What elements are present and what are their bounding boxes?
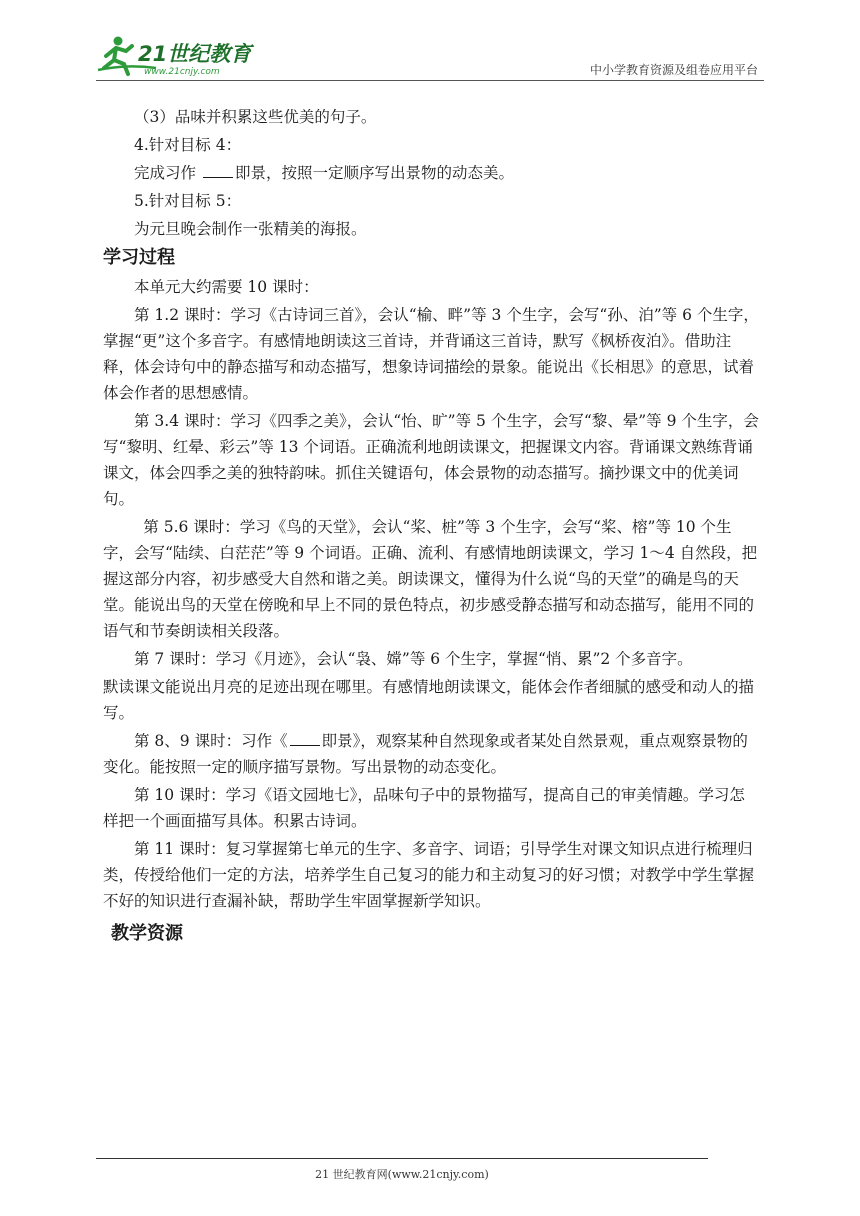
section-heading-process: 学习过程 bbox=[103, 247, 175, 268]
lesson-3-4: 第 3.4 课时：学习《四季之美》，会认“怡、旷”等 5 个生字，会写“黎、晕”等 9 个生字，会写“黎明、红晕、彩云”等 13 个词语。正确流利地朗读课文，把握课文内容。背诵课文熟练背诵课文，体会四季之美的独特韵味。抓住关键语句，体会景物的动态描写。摘抄课文中的优美词句。 bbox=[103, 412, 759, 508]
lesson-7-a: 第 7 课时：学习《月迹》，会认“袅、嫦”等 6 个生字，掌握“悄、累”2 个多音字。 bbox=[134, 650, 693, 668]
lesson-8-9-post: 即景》，观察某种自然现象或者某处自然景观，重点观察景物的变化。能按照一定的顺序描写景物。写出景物的动态变化。 bbox=[103, 732, 748, 776]
goal-4-post: 即景，按照一定顺序写出景物的动态美。 bbox=[234, 164, 514, 182]
fill-blank bbox=[203, 162, 233, 178]
goal-4-pre: 完成习作 bbox=[134, 164, 197, 182]
document-body bbox=[103, 104, 760, 950]
header-divider bbox=[96, 80, 764, 81]
footer-divider bbox=[96, 1158, 708, 1159]
goal-4-title: 4.针对目标 4： bbox=[134, 136, 242, 154]
lesson-8-9 bbox=[103, 728, 760, 780]
page-header bbox=[96, 34, 764, 80]
goal-item-3: （3）品味并积累这些优美的句子。 bbox=[134, 108, 377, 126]
logo-text: 21世纪教育 bbox=[138, 42, 252, 66]
lesson-10: 第 10 课时：学习《语文园地七》，品味句子中的景物描写，提高自己的审美情趣。学习怎样把一个画面描写具体。积累古诗词。 bbox=[103, 786, 745, 830]
goal-5-title: 5.针对目标 5： bbox=[134, 192, 242, 210]
logo-21cnjy-icon bbox=[96, 34, 266, 78]
lesson-1-2: 第 1.2 课时：学习《古诗词三首》，会认“榆、畔”等 3 个生字，会写“孙、泊”等 6 个生字，掌握“更”这个多音字。有感情地朗读这三首诗，并背诵这三首诗，默写《枫桥夜泊》。借助注释，体会诗句中的静态描写和动态描写，想象诗词描绘的景象。能说出《长相思》的意思，试着体会作者的思想感情。 bbox=[103, 306, 759, 402]
lesson-5-6: 第 5.6 课时：学习《鸟的天堂》，会认“桨、桩”等 3 个生字，会写“桨、榕”等 10 个生字，会写“陆续、白茫茫”等 9 个词语。正确、流利、有感情地朗读课文，学习 1～4 自然段，把握这部分内容，初步感受大自然和谐之美。朗读课文，懂得为什么说“鸟的天堂”的确是鸟的天堂。能说出鸟的天堂在傍晚和早上不同的景色特点，初步感受静态描写和动态描写，能用不同的语气和节奏朗读相关段落。 bbox=[103, 518, 758, 640]
goal-4-text bbox=[103, 160, 760, 186]
platform-name: 中小学教育资源及组卷应用平台 bbox=[589, 63, 758, 77]
section-heading-resources: 教学资源 bbox=[111, 923, 183, 944]
logo-url: www.21cnjy.com bbox=[144, 67, 220, 77]
fill-blank bbox=[290, 730, 320, 746]
lesson-7-b: 默读课文能说出月亮的足迹出现在哪里。有感情地朗读课文，能体会作者细腻的感受和动人的描写。 bbox=[103, 678, 755, 722]
process-intro: 本单元大约需要 10 课时： bbox=[134, 278, 319, 296]
lesson-11: 第 11 课时：复习掌握第七单元的生字、多音字、词语；引导学生对课文知识点进行梳理归类，传授给他们一定的方法，培养学生自己复习的能力和主动复习的好习惯；对教学中学生掌握不好的知识进行查漏补缺，帮助学生牢固掌握新学知识。 bbox=[103, 840, 755, 910]
lesson-8-9-pre: 第 8、9 课时：习作《 bbox=[134, 732, 288, 750]
page-footer: 21 世纪教育网(www.21cnjy.com) bbox=[315, 1168, 489, 1181]
goal-5-text: 为元旦晚会制作一张精美的海报。 bbox=[134, 220, 367, 238]
